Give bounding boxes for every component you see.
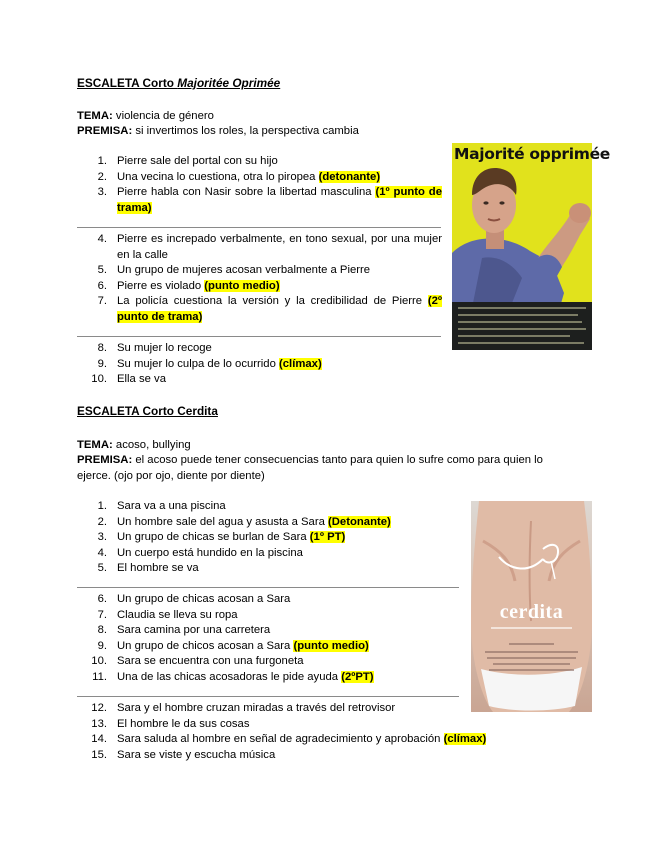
section1-divider-1 (77, 227, 441, 228)
list-item: 8. Su mujer lo recoge (97, 342, 212, 354)
list-item: 2. Una vecina lo cuestiona, otra lo piropea (detonante) (97, 170, 381, 183)
list-item: 6. Un grupo de chicas acosan a Sara (97, 593, 291, 605)
majorite-opprimee-poster (452, 143, 610, 350)
list-item: 3. Un grupo de chicas se burlan de Sara (1º PT) (97, 531, 346, 543)
poster-subtitle-line (491, 627, 572, 629)
section1-divider-2 (77, 336, 441, 337)
list-item: 14. Sara saluda al hombre en señal de agradecimiento y aprobación (clímax) (91, 733, 487, 745)
list-item: 7. La policía cuestiona la versión y la credibilidad de Pierre (2º punto de trama) (97, 295, 442, 323)
list-item: 15. Sara se viste y escucha música (91, 748, 276, 761)
list-item: 3. Pierre habla con Nasir sobre la libertad masculina (1º punto de trama) (97, 186, 442, 214)
section1-tema: TEMA: violencia de género (77, 110, 214, 122)
list-item: 9. Su mujer lo culpa de lo ocurrido (clímax) (97, 357, 322, 370)
list-item: 12. Sara y el hombre cruzan miradas a través del retrovisor (91, 702, 396, 714)
section2-list-a (77, 499, 459, 577)
section1-list-a (77, 154, 442, 216)
section1-list-c (77, 341, 442, 388)
section2-premisa-continued: ejerce. (ojo por ojo, diente por diente) (77, 470, 265, 482)
section1-list-b (77, 232, 442, 325)
section2-divider-1 (77, 587, 459, 588)
list-item: 11. Una de las chicas acosadoras le pide ayuda (2ºPT) (92, 670, 374, 683)
list-item: 4. Un cuerpo está hundido en la piscina (97, 546, 303, 559)
list-item: 2. Un hombre sale del agua y asusta a Sara (Detonante) (97, 515, 391, 528)
list-item: 13. El hombre le da sus cosas (91, 717, 250, 730)
section2-list-b (77, 592, 459, 685)
list-item: 5. El hombre se va (97, 562, 199, 574)
list-item: 5. Un grupo de mujeres acosan verbalmente a Pierre (97, 264, 371, 276)
list-item: 1. Sara va a una piscina (97, 500, 226, 512)
section2-premisa: PREMISA: el acoso puede tener consecuencias tanto para quien lo sufre como para quien lo (77, 454, 543, 466)
list-item: 6. Pierre es violado (punto medio) (97, 279, 280, 292)
section2-divider-2 (77, 696, 459, 697)
list-item: 10. Ella se va (91, 373, 166, 385)
poster-credits (452, 302, 592, 350)
list-item: 4. Pierre es increpado verbalmente, en tono sexual, por una mujer en la calle (97, 233, 442, 261)
list-item: 10. Sara se encuentra con una furgoneta (91, 655, 304, 667)
cerdita-poster (471, 501, 592, 712)
list-item: 9. Un grupo de chicos acosan a Sara (punto medio) (97, 639, 369, 652)
list-item: 1. Pierre sale del portal con su hijo (97, 155, 278, 167)
section2-tema: TEMA: acoso, bullying (77, 439, 191, 451)
section2-list-c (77, 701, 537, 763)
poster-title: Majorité opprimée (454, 145, 610, 163)
section2-title: ESCALETA Corto Cerdita (77, 404, 218, 418)
list-item: 7. Claudia se lleva su ropa (97, 608, 238, 621)
section1-title: ESCALETA Corto Majoritée Oprimée (77, 76, 281, 90)
list-item: 8. Sara camina por una carretera (97, 624, 271, 636)
poster-title: cerdita (499, 601, 564, 623)
section1-premisa: PREMISA: si invertimos los roles, la perspectiva cambia (77, 125, 359, 137)
